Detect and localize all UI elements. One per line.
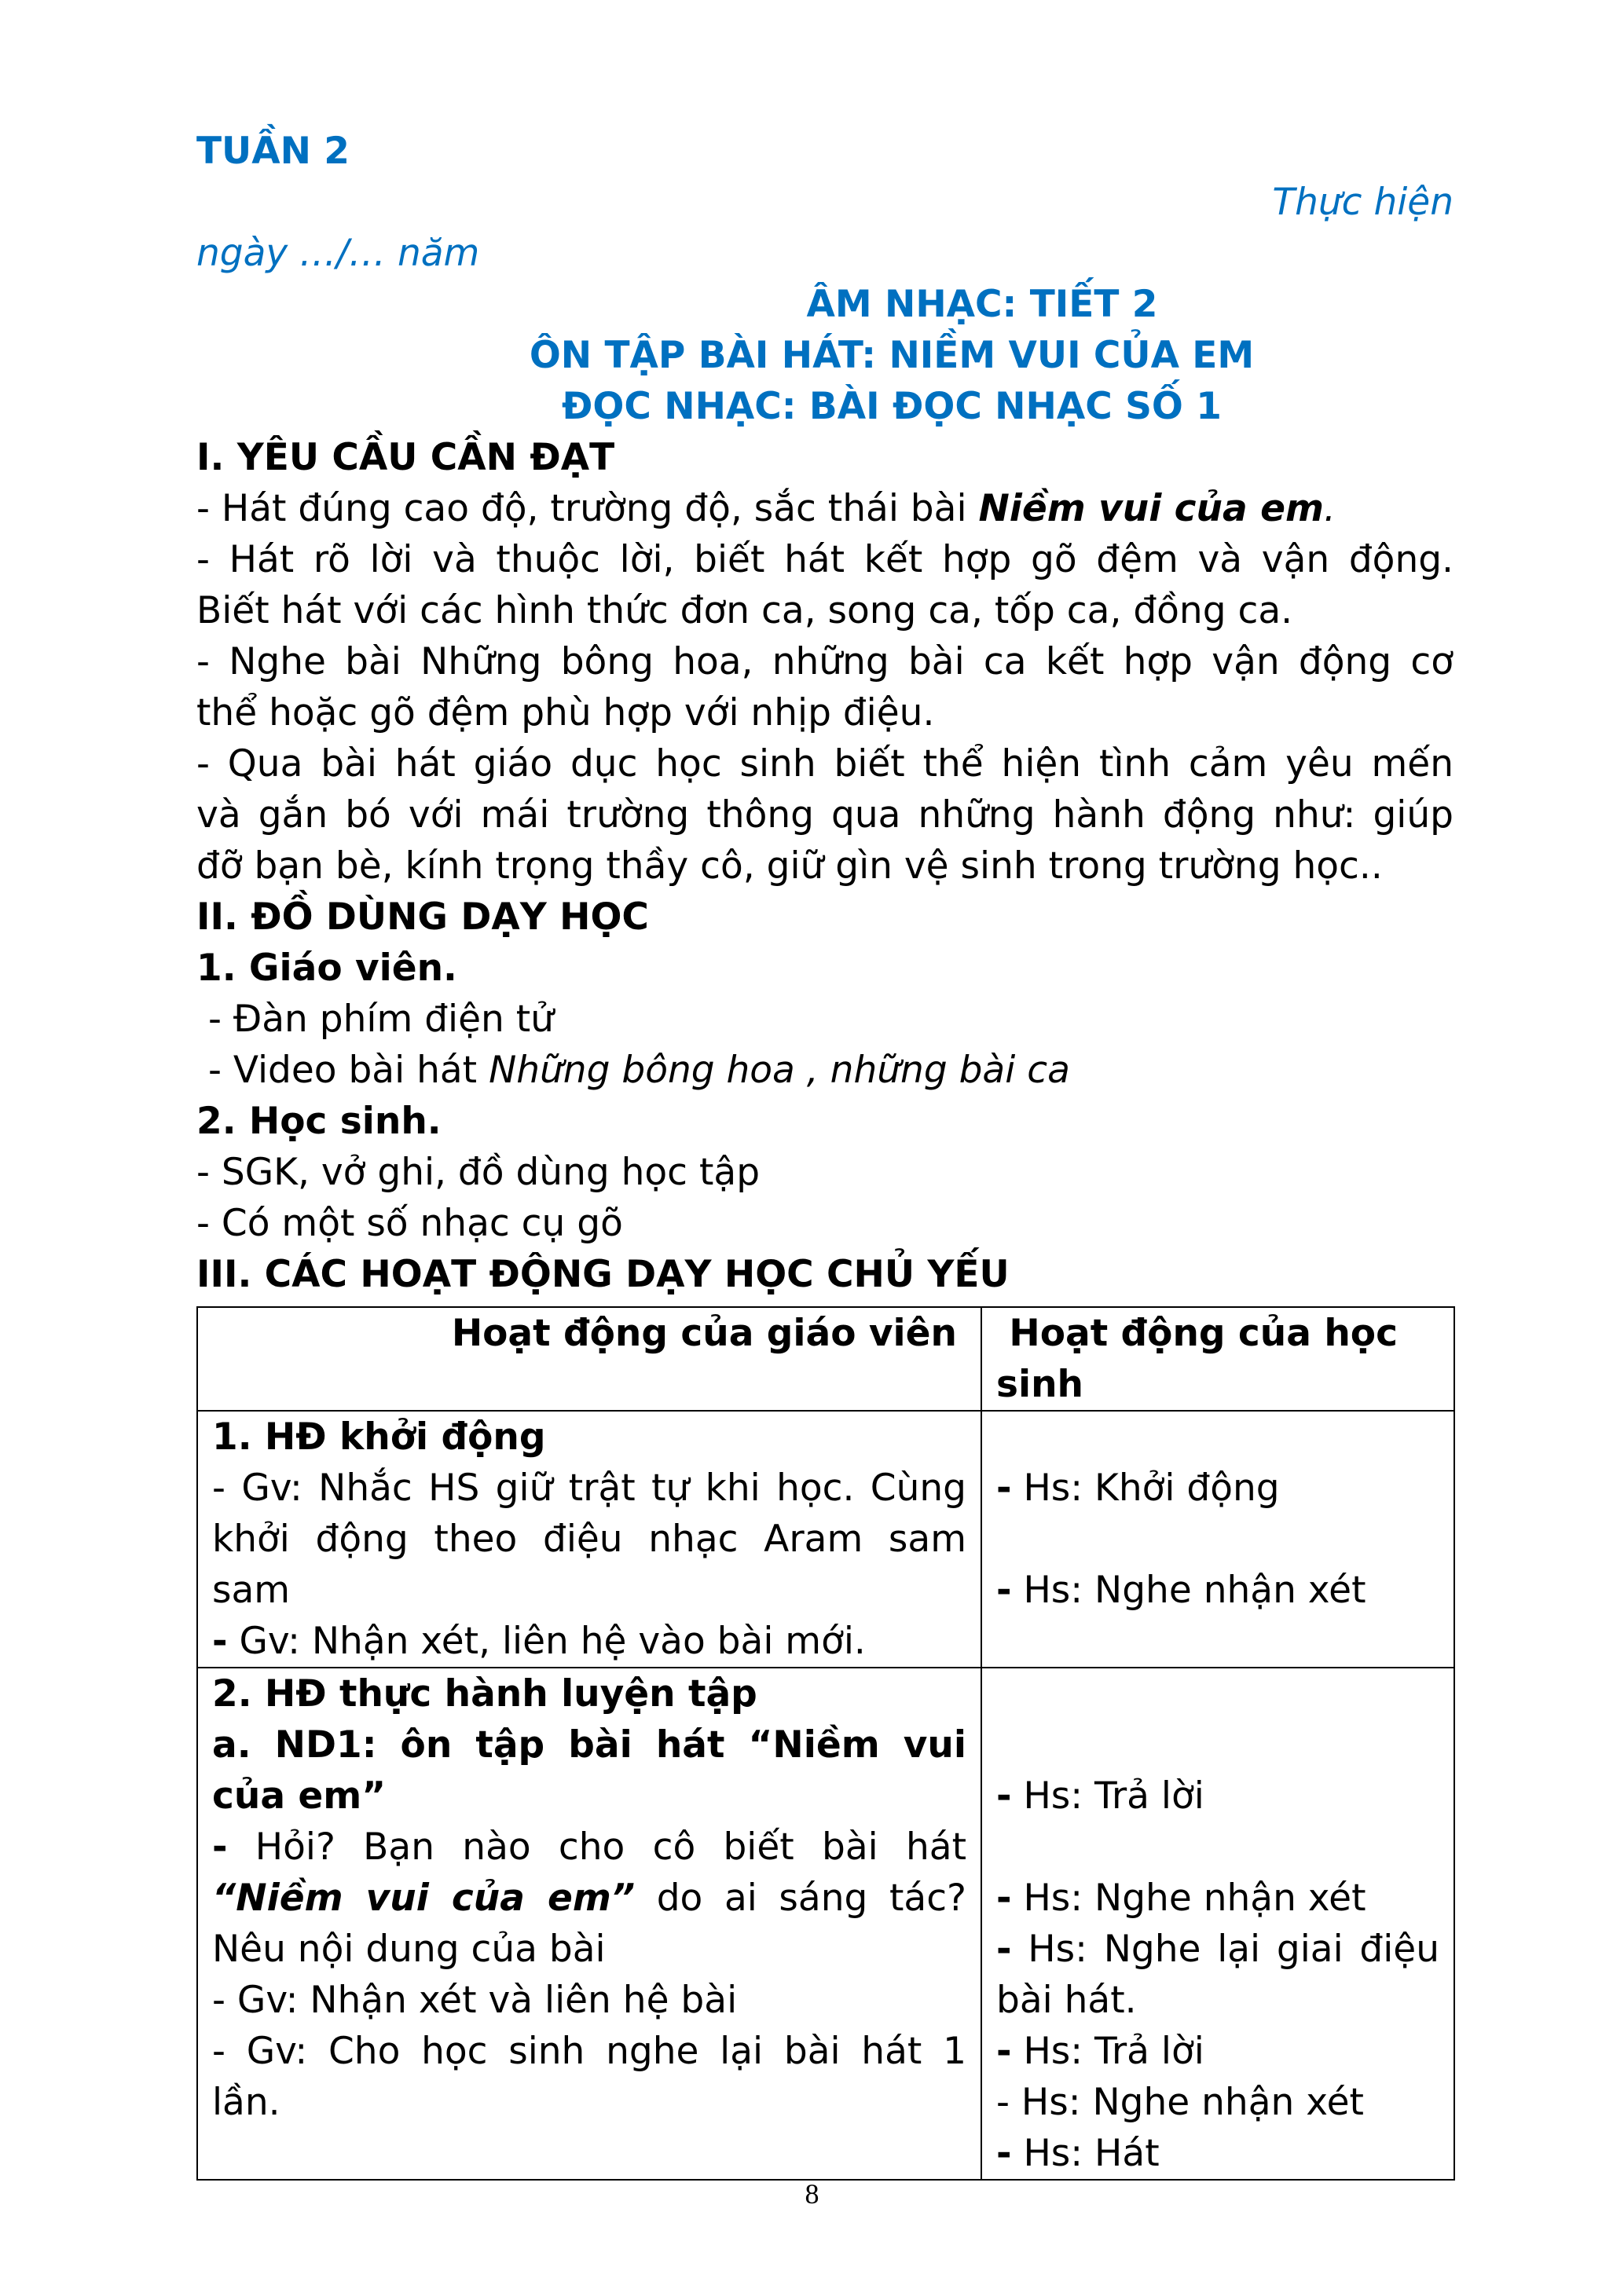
- student-text: [996, 2026, 1439, 2077]
- section-1-heading: I. YÊU CẦU CẦN ĐẠT: [196, 436, 615, 479]
- teacher-cell-practice: [197, 1668, 981, 2180]
- video-song-name: Những bông hoa , những bài ca: [489, 1049, 1070, 1092]
- requirement-line-4: - Nghe bài Những bông hoa, những bài ca kết hợp vận động cơ: [196, 640, 1454, 683]
- teacher-heading: 1. Giáo viên.: [196, 947, 457, 990]
- teacher-item-2: [196, 1045, 1454, 1096]
- student-text-content: Hs: Nghe nhận xét: [1011, 1569, 1366, 1612]
- teacher-text: sam: [212, 1569, 291, 1612]
- teacher-text: Nêu nội dung của bài: [212, 1928, 606, 1971]
- teacher-text: [212, 1873, 966, 1924]
- student-text: [996, 1873, 1439, 1924]
- dash: -: [212, 1620, 228, 1663]
- student-cell-startup: [981, 1411, 1454, 1668]
- table-row: [197, 1411, 1454, 1668]
- teacher-item-text: - Video bài hát: [196, 1049, 489, 1092]
- student-text-content: Hs: Trả lời: [1011, 2030, 1204, 2073]
- dash: -: [996, 1774, 1012, 1818]
- teacher-text: lần.: [212, 2081, 280, 2124]
- student-text-content: Hs: Trả lời: [1011, 1774, 1204, 1818]
- requirement-line-1: [196, 483, 1454, 534]
- dash: -: [996, 1928, 1012, 1971]
- dash: -: [996, 1569, 1012, 1612]
- student-column-header: [981, 1307, 1454, 1411]
- student-text-content: Hs: Nghe nhận xét: [1011, 1877, 1366, 1920]
- requirement-line-3: Biết hát với các hình thức đơn ca, song ca, tốp ca, đồng ca.: [196, 589, 1293, 632]
- student-cell-practice: [981, 1668, 1454, 2180]
- activity-heading: 2. HĐ thực hành luyện tập: [212, 1672, 757, 1716]
- document-body: [196, 126, 1454, 1300]
- requirement-line-8: đỡ bạn bè, kính trọng thầy cô, giữ gìn vệ sinh trong trường học..: [196, 844, 1383, 888]
- student-heading: 2. Học sinh.: [196, 1100, 442, 1143]
- teacher-text: - Gv: Nhận xét và liên hệ bài: [212, 1979, 738, 2022]
- lesson-title-2: ĐỌC NHẠC: BÀI ĐỌC NHẠC SỐ 1: [562, 385, 1222, 428]
- section-3-heading: III. CÁC HOẠT ĐỘNG DẠY HỌC CHỦ YẾU: [196, 1253, 1010, 1296]
- lesson-title-1: ÔN TẬP BÀI HÁT: NIỀM VUI CỦA EM: [529, 334, 1255, 377]
- student-text-content: Hs: Hát: [1011, 2132, 1160, 2175]
- dash: -: [996, 1467, 1012, 1510]
- date-line-1: Thực hiện: [1272, 181, 1454, 224]
- dash: -: [996, 1877, 1012, 1920]
- table-row: [197, 1668, 1454, 2180]
- teacher-text: [212, 1822, 966, 1873]
- subject-title: ÂM NHẠC: TIẾT 2: [806, 283, 1158, 326]
- student-item-1: - SGK, vở ghi, đồ dùng học tập: [196, 1151, 761, 1194]
- activities-table: [196, 1306, 1455, 2181]
- student-text: bài hát.: [996, 1979, 1137, 2022]
- requirement-text: - Hát đúng cao độ, trường độ, sắc thái bài: [196, 487, 979, 530]
- requirement-line-6: - Qua bài hát giáo dục học sinh biết thể hiện tình cảm yêu mến: [196, 742, 1454, 785]
- teacher-cell-startup: [197, 1411, 981, 1668]
- content-heading: của em”: [212, 1774, 387, 1818]
- requirement-line-5: thể hoặc gõ đệm phù hợp với nhịp điệu.: [196, 691, 935, 734]
- period: .: [1323, 487, 1336, 530]
- student-text: [996, 1565, 1439, 1616]
- teacher-text-content: do ai sáng tác?: [635, 1877, 966, 1920]
- requirement-line-2: - Hát rõ lời và thuộc lời, biết hát kết hợp gõ đệm và vận động.: [196, 538, 1454, 581]
- song-name: “Niềm vui của em”: [212, 1877, 636, 1920]
- date-line-2: ngày …/… năm: [196, 232, 480, 275]
- week-heading: TUẦN 2: [196, 130, 350, 173]
- dash: -: [996, 2030, 1012, 2073]
- student-text: [996, 1924, 1439, 1975]
- teacher-item-1: - Đàn phím điện tử: [196, 998, 554, 1041]
- teacher-text: [212, 1616, 966, 1667]
- teacher-text-content: Gv: Nhận xét, liên hệ vào bài mới.: [227, 1620, 866, 1663]
- song-name: Niềm vui của em: [978, 487, 1324, 530]
- requirement-line-7: và gắn bó với mái trường thông qua những hành động như: giúp: [196, 793, 1454, 837]
- activity-heading: 1. HĐ khởi động: [212, 1415, 546, 1459]
- student-column-label-1: Hoạt động của học: [996, 1312, 1398, 1355]
- teacher-text: - Gv: Cho học sinh nghe lại bài hát 1: [212, 2030, 966, 2073]
- teacher-text: - Gv: Nhắc HS giữ trật tự khi học. Cùng: [212, 1467, 966, 1510]
- table-header-row: [197, 1307, 1454, 1411]
- student-text: [996, 1463, 1439, 1514]
- student-text: - Hs: Nghe nhận xét: [996, 2081, 1364, 2124]
- page-number: 8: [805, 2178, 819, 2210]
- student-text: [996, 2128, 1439, 2179]
- teacher-text-content: Hỏi? Bạn nào cho cô biết bài hát: [227, 1825, 966, 1869]
- dash: -: [212, 1825, 228, 1869]
- dash: -: [996, 2132, 1012, 2175]
- student-text: [996, 1771, 1439, 1822]
- section-2-heading: II. ĐỒ DÙNG DẠY HỌC: [196, 895, 649, 939]
- student-text-content: Hs: Nghe lại giai điệu: [1011, 1928, 1439, 1971]
- student-item-2: - Có một số nhạc cụ gõ: [196, 1202, 623, 1245]
- student-text-content: Hs: Khởi động: [1011, 1467, 1280, 1510]
- student-column-label-2: sinh: [996, 1363, 1084, 1406]
- content-heading: a. ND1: ôn tập bài hát “Niềm vui: [212, 1723, 966, 1767]
- teacher-column-label: Hoạt động của giáo viên: [451, 1312, 957, 1355]
- teacher-text: khởi động theo điệu nhạc Aram sam: [212, 1518, 966, 1561]
- teacher-column-header: [197, 1307, 981, 1411]
